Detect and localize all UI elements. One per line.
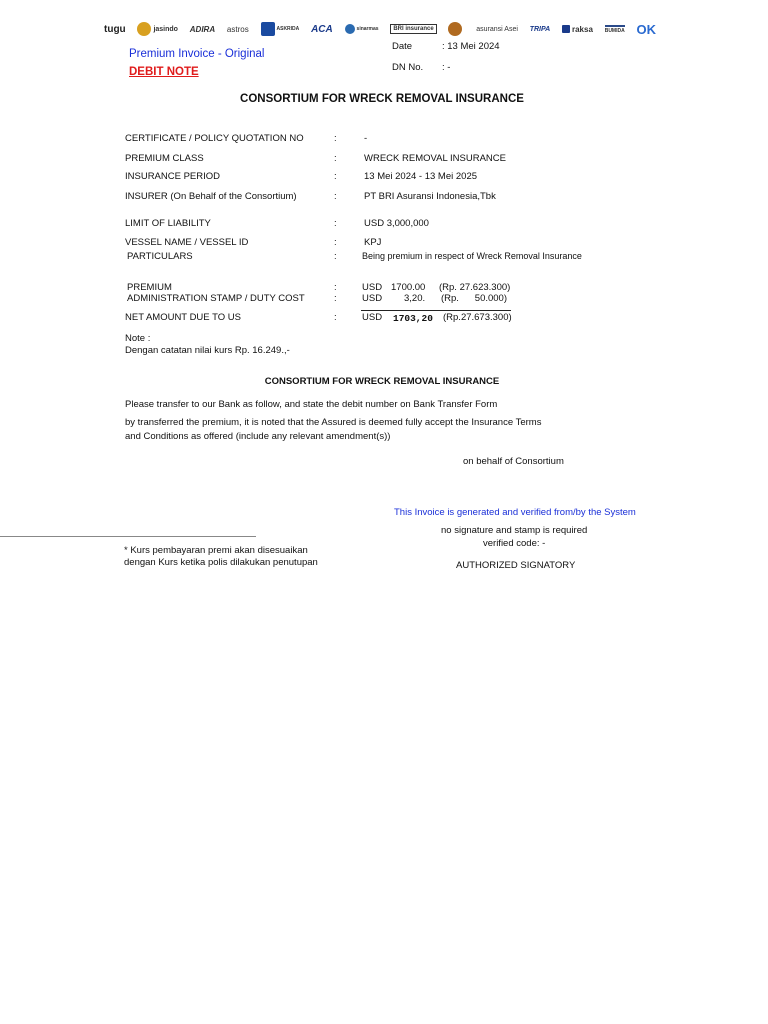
colon: : bbox=[334, 133, 337, 144]
limit-row bbox=[0, 218, 768, 232]
tripa-logo: TRIPA bbox=[529, 25, 551, 33]
certificate-value: - bbox=[364, 133, 368, 144]
net-amount-label: NET AMOUNT DUE TO US bbox=[125, 312, 241, 323]
no-signature-note: no signature and stamp is required bbox=[441, 525, 588, 536]
ok-logo: OK bbox=[636, 21, 656, 37]
colon: : bbox=[334, 282, 337, 293]
stamp-usd: 3,20. bbox=[404, 293, 426, 304]
date-value: : 13 Mei 2024 bbox=[442, 41, 500, 52]
kurs-note-line-2: dengan Kurs ketika polis dilakukan penutupan bbox=[124, 557, 318, 568]
divider-line bbox=[0, 536, 256, 537]
verified-code: verified code: - bbox=[483, 538, 546, 549]
stamp-currency: USD bbox=[362, 293, 383, 304]
raksa-logo: raksa bbox=[562, 16, 593, 42]
net-usd: 1703,20 bbox=[393, 313, 433, 324]
jasindo-logo: jasindo bbox=[137, 16, 178, 42]
bri-insurance-logo: BRI insurance bbox=[390, 16, 436, 42]
insurer-value: PT BRI Asuransi Indonesia,Tbk bbox=[364, 191, 496, 202]
insurance-period-value: 13 Mei 2024 - 13 Mei 2025 bbox=[364, 171, 478, 182]
terms-line-2: and Conditions as offered (include any relevant amendment(s)) bbox=[125, 431, 391, 442]
premium-usd: 1700.00 bbox=[391, 282, 426, 293]
sinarmas-logo: sinarmas bbox=[345, 16, 379, 42]
asuransi-astra-logo: astros bbox=[226, 24, 249, 34]
debit-note-title: DEBIT NOTE bbox=[129, 66, 199, 78]
insurance-period-label: INSURANCE PERIOD bbox=[125, 171, 221, 182]
premium-class-value: WRECK REMOVAL INSURANCE bbox=[364, 153, 506, 164]
vessel-value: KPJ bbox=[364, 237, 382, 248]
premium-label: PREMIUM bbox=[127, 282, 172, 293]
insurer-logo-strip bbox=[104, 14, 656, 44]
net-amount-row bbox=[0, 312, 768, 326]
certificate-label: CERTIFICATE / POLICY QUOTATION NO bbox=[125, 133, 304, 144]
stamp-row bbox=[0, 293, 768, 307]
bumida-logo: BUMIDA bbox=[605, 16, 625, 42]
premium-idr: (Rp. 27.623.300) bbox=[439, 282, 511, 293]
particulars-value: Being premium in respect of Wreck Removal Insurance bbox=[362, 251, 582, 261]
limit-label: LIMIT OF LIABILITY bbox=[125, 218, 211, 229]
invoice-type: Premium Invoice - Original bbox=[129, 48, 265, 60]
sum-underline bbox=[361, 310, 511, 311]
date-label: Date bbox=[392, 41, 413, 52]
colon: : bbox=[334, 251, 337, 262]
colon: : bbox=[334, 237, 337, 248]
terms-line-1: by transferred the premium, it is noted that the Assured is deemed fully accept the Insurance Terms bbox=[125, 417, 542, 428]
particulars-label: PARTICULARS bbox=[127, 251, 193, 262]
colon: : bbox=[334, 293, 337, 304]
footer-title: CONSORTIUM FOR WRECK REMOVAL INSURANCE bbox=[264, 376, 500, 387]
stamp-idr: (Rp. 50.000) bbox=[441, 293, 508, 304]
transfer-instruction: Please transfer to our Bank as follow, and state the debit number on Bank Transfer Form bbox=[125, 399, 498, 410]
aca-logo: ACA bbox=[311, 23, 333, 35]
limit-value: USD 3,000,000 bbox=[364, 218, 429, 229]
premium-currency: USD bbox=[362, 282, 383, 293]
dn-value: : - bbox=[442, 62, 451, 73]
dn-label: DN No. bbox=[392, 62, 424, 73]
page-title: CONSORTIUM FOR WRECK REMOVAL INSURANCE bbox=[240, 93, 524, 105]
system-generated-note: This Invoice is generated and verified from/by the System bbox=[394, 507, 636, 518]
colon: : bbox=[334, 171, 337, 182]
tugu-logo: tugu bbox=[104, 23, 126, 35]
particulars-row bbox=[0, 251, 768, 265]
certificate-row bbox=[0, 133, 768, 147]
kurs-note-line-1: * Kurs pembayaran premi akan disesuaikan bbox=[124, 545, 308, 556]
premium-class-label: PREMIUM CLASS bbox=[125, 153, 204, 164]
net-currency: USD bbox=[362, 312, 383, 323]
premium-class-row bbox=[0, 153, 768, 167]
vessel-label: VESSEL NAME / VESSEL ID bbox=[125, 237, 249, 248]
authorized-signatory: AUTHORIZED SIGNATORY bbox=[456, 560, 576, 571]
asei-logo: asuransi Asei bbox=[476, 25, 518, 33]
on-behalf-label: on behalf of Consortium bbox=[463, 456, 564, 467]
insurer-label: INSURER (On Behalf of the Consortium) bbox=[125, 191, 297, 202]
colon: : bbox=[334, 153, 337, 164]
vessel-row bbox=[0, 237, 768, 251]
insurer-row bbox=[0, 191, 768, 205]
adira-logo: ADIRA bbox=[189, 24, 216, 34]
colon: : bbox=[334, 191, 337, 202]
stamp-label: ADMINISTRATION STAMP / DUTY COST bbox=[127, 293, 305, 304]
net-idr: (Rp.27.673.300) bbox=[443, 312, 512, 323]
askrida-logo: ASKRIDA bbox=[261, 16, 300, 42]
note-heading: Note : bbox=[125, 333, 151, 344]
insurance-period-row bbox=[0, 171, 768, 185]
colon: : bbox=[334, 312, 337, 323]
colon: : bbox=[334, 218, 337, 229]
note-text: Dengan catatan nilai kurs Rp. 16.249.,- bbox=[125, 345, 290, 356]
jasaraharja-logo bbox=[448, 16, 464, 42]
